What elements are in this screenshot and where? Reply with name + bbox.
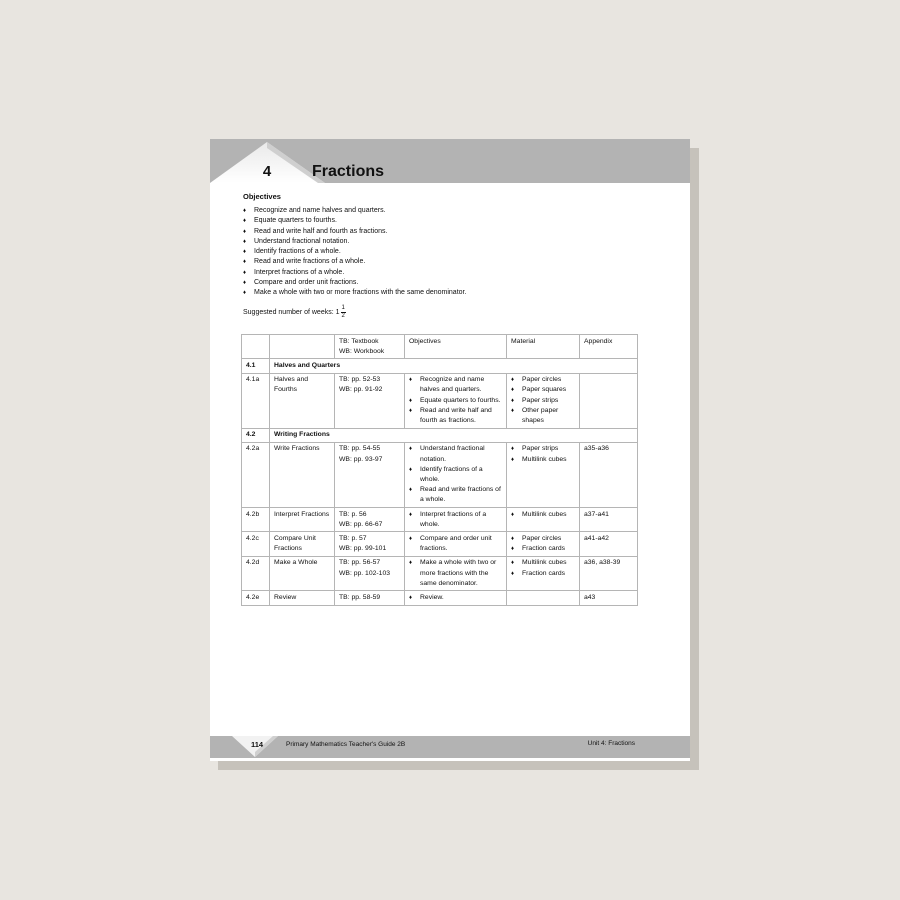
document-page: [210, 139, 690, 761]
lesson-appendix: a36, a38-39: [580, 556, 638, 591]
lesson-appendix: a43: [580, 591, 638, 605]
lesson-name: Compare Unit Fractions: [270, 532, 335, 556]
lesson-pages: TB: p. 56 WB: pp. 66-67: [335, 508, 405, 532]
lesson-table: [241, 334, 638, 606]
chapter-title: Fractions: [312, 163, 385, 180]
section-id: 4.2: [242, 428, 270, 442]
unit-title: Unit 4: Fractions: [587, 740, 635, 747]
lesson-name: Review: [270, 591, 335, 605]
objective-item: ♦ Equate quarters to fourths.: [243, 217, 337, 225]
lesson-name: Write Fractions: [270, 442, 335, 507]
table-row: [242, 556, 638, 591]
table-header-row: [242, 335, 638, 359]
lesson-id: 4.2d: [242, 556, 270, 591]
table-row: [242, 373, 638, 428]
header-cell: TB: Textbook WB: Workbook: [335, 335, 405, 359]
lesson-objectives: ♦ Review.: [405, 591, 507, 605]
header-cell: [270, 335, 335, 359]
lesson-objectives: ♦ Interpret fractions of a whole.: [405, 508, 507, 532]
lesson-pages: TB: p. 57 WB: pp. 99-101: [335, 532, 405, 556]
section-id: 4.1: [242, 359, 270, 373]
lesson-pages: TB: pp. 52-53 WB: pp. 91-92: [335, 373, 405, 428]
lesson-id: 4.2b: [242, 508, 270, 532]
lesson-id: 4.1a: [242, 373, 270, 428]
table-row: [242, 591, 638, 605]
section-title: Halves and Quarters: [270, 359, 638, 373]
lesson-pages: TB: pp. 58-59: [335, 591, 405, 605]
section-row: [242, 428, 638, 442]
lesson-material: [507, 591, 580, 605]
lesson-id: 4.2e: [242, 591, 270, 605]
header-cell: [242, 335, 270, 359]
lesson-material: ♦ Paper circles ♦ Fraction cards: [507, 532, 580, 556]
table-row: [242, 532, 638, 556]
header-cell: Objectives: [405, 335, 507, 359]
fraction-denominator: 2: [341, 313, 345, 319]
section-title: Writing Fractions: [270, 428, 638, 442]
lesson-id: 4.2c: [242, 532, 270, 556]
lesson-id: 4.2a: [242, 442, 270, 507]
lesson-appendix: a35-a36: [580, 442, 638, 507]
objective-item: ♦ Identify fractions of a whole.: [243, 248, 341, 256]
lesson-material: ♦ Multilink cubes: [507, 508, 580, 532]
header-cell: Material: [507, 335, 580, 359]
objective-item: ♦ Understand fractional notation.: [243, 237, 350, 245]
objective-item: ♦ Interpret fractions of a whole.: [243, 268, 345, 276]
objective-item: ♦ Recognize and name halves and quarters.: [243, 207, 386, 214]
objectives-list: [243, 206, 466, 299]
lesson-objectives: ♦ Understand fractional notation. ♦ Identify fractions of a whole. ♦ Read and write fractions of a whole.: [405, 442, 507, 507]
lesson-name: Interpret Fractions: [270, 508, 335, 532]
lesson-pages: TB: pp. 54-55 WB: pp. 93-97: [335, 442, 405, 507]
chapter-number: 4: [262, 163, 272, 180]
objective-item: ♦ Compare and order unit fractions.: [243, 279, 359, 287]
lesson-pages: TB: pp. 56-57 WB: pp. 102-103: [335, 556, 405, 591]
objective-item: ♦ Read and write half and fourth as fractions.: [243, 227, 388, 235]
weeks-fraction: [341, 305, 346, 320]
lesson-material: ♦ Paper circles ♦ Paper squares ♦ Paper strips ♦ Other paper shapes: [507, 373, 580, 428]
weeks-label: Suggested number of weeks: 1: [243, 309, 340, 316]
lesson-name: Make a Whole: [270, 556, 335, 591]
table-row: [242, 442, 638, 507]
lesson-name: Halves and Fourths: [270, 373, 335, 428]
lesson-appendix: a37-a41: [580, 508, 638, 532]
header-cell: Appendix: [580, 335, 638, 359]
suggested-weeks: [243, 305, 346, 320]
objectives-heading: Objectives: [243, 192, 281, 201]
lesson-objectives: ♦ Compare and order unit fractions.: [405, 532, 507, 556]
book-title: Primary Mathematics Teacher's Guide 2B: [286, 741, 406, 748]
objective-item: ♦ Make a whole with two or more fractions with the same denominator.: [243, 289, 467, 297]
lesson-objectives: ♦ Make a whole with two or more fractions with the same denominator.: [405, 556, 507, 591]
fraction-numerator: 1: [341, 305, 345, 311]
page-number: 114: [251, 740, 264, 749]
section-row: [242, 359, 638, 373]
lesson-appendix: a41-a42: [580, 532, 638, 556]
lesson-material: ♦ Paper strips ♦ Multilink cubes: [507, 442, 580, 507]
table-row: [242, 508, 638, 532]
lesson-appendix: [580, 373, 638, 428]
lesson-material: ♦ Multilink cubes ♦ Fraction cards: [507, 556, 580, 591]
lesson-objectives: ♦ Recognize and name halves and quarters. ♦ Equate quarters to fourths. ♦ Read and write half and fourth as fractions.: [405, 373, 507, 428]
objective-item: ♦ Read and write fractions of a whole.: [243, 258, 366, 266]
